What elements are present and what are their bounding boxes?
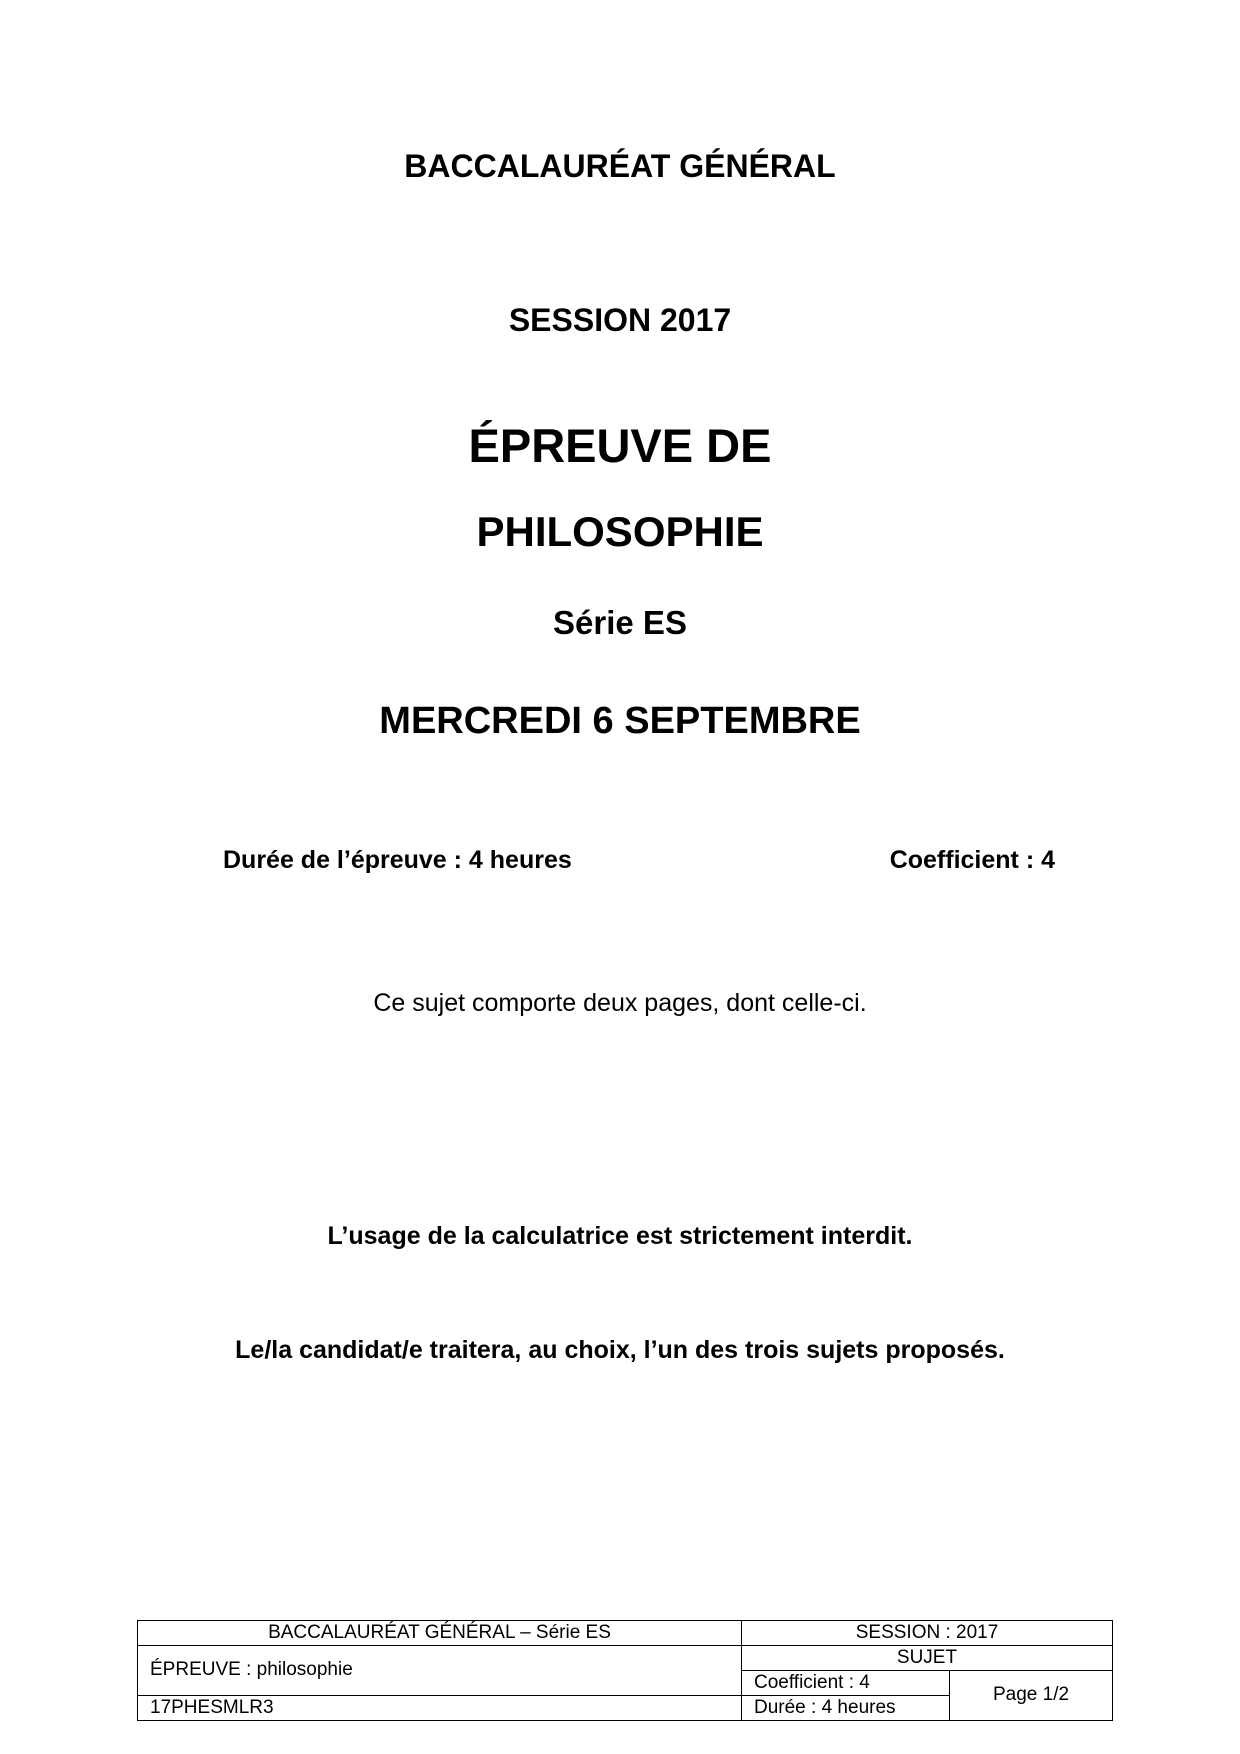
coefficient-text: Coefficient : 4 <box>889 846 1055 874</box>
footer-epreuve: ÉPREUVE : philosophie <box>138 1646 742 1696</box>
exam-date-heading: MERCREDI 6 SEPTEMBRE <box>379 700 861 742</box>
calculator-notice: L’usage de la calculatrice est strictement interdit. <box>327 1222 913 1250</box>
footer-sujet: SUJET <box>742 1646 1113 1671</box>
duration-text: Durée de l’épreuve : 4 heures <box>223 846 572 874</box>
footer-duration: Durée : 4 heures <box>742 1696 950 1721</box>
choice-notice: Le/la candidat/e traitera, au choix, l’un des trois sujets proposés. <box>235 1336 1005 1364</box>
serie-heading: Série ES <box>553 604 687 641</box>
footer-session: SESSION : 2017 <box>742 1621 1113 1646</box>
session-heading: SESSION 2017 <box>508 302 732 338</box>
subject-heading: PHILOSOPHIE <box>476 508 764 555</box>
footer-page-number: Page 1/2 <box>950 1671 1113 1721</box>
exam-name-heading: BACCALAURÉAT GÉNÉRAL <box>404 148 836 184</box>
footer-info-table <box>137 1620 1113 1721</box>
page-count-note: Ce sujet comporte deux pages, dont celle-ci. <box>373 989 867 1017</box>
epreuve-heading: ÉPREUVE DE <box>468 419 772 472</box>
footer-code: 17PHESMLR3 <box>138 1696 742 1721</box>
footer-coefficient: Coefficient : 4 <box>742 1671 950 1696</box>
footer-exam-series: BACCALAURÉAT GÉNÉRAL – Série ES <box>138 1621 742 1646</box>
